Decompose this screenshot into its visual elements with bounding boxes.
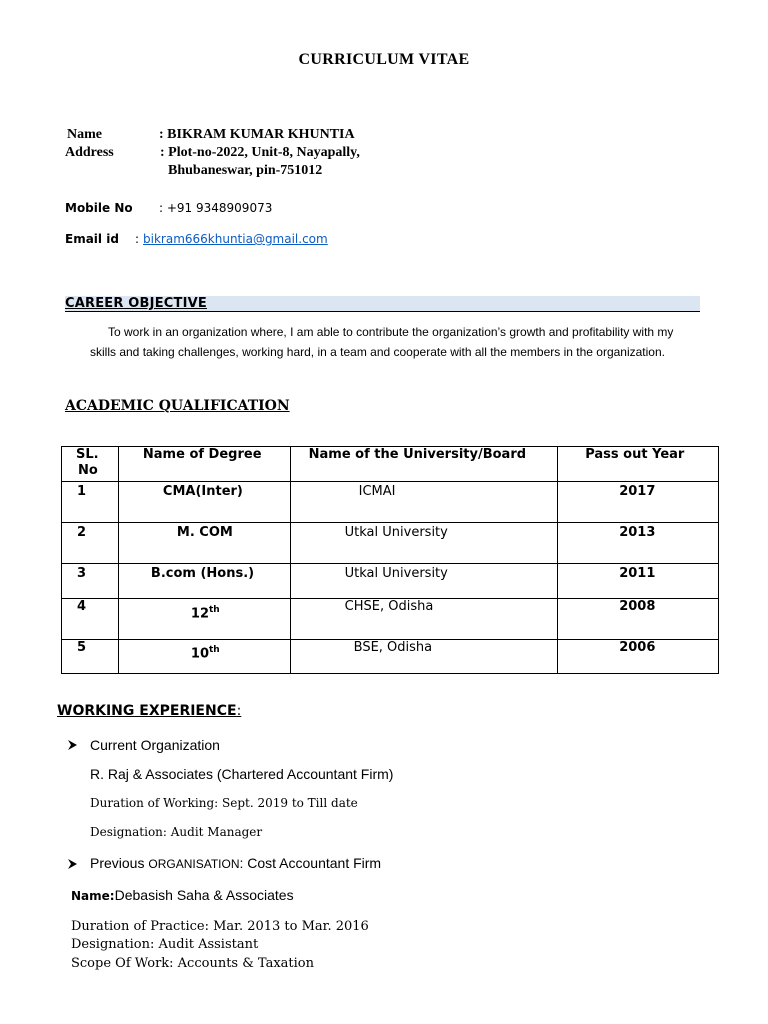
university-header-label: Name of the University/Board — [308, 447, 527, 462]
table-row — [62, 564, 719, 599]
arrowhead-bullet-icon — [67, 738, 78, 756]
address-line-2: Bhubaneswar, pin-751012 — [168, 163, 323, 178]
previous-firm-line — [71, 887, 294, 905]
mobile-value: : +91 9348909073 — [159, 201, 273, 215]
degree-number: 12 — [190, 606, 209, 622]
table-row — [62, 599, 719, 640]
row-degree: CMA(Inter) — [162, 484, 243, 499]
row-board: Utkal University — [344, 525, 448, 540]
row-year: 2006 — [619, 640, 656, 655]
table-row — [62, 482, 719, 523]
row-degree: M. COM — [176, 525, 233, 540]
career-objective-line-2: skills and taking challenges, working hard, in a team and cooperate with all the members in the organization. — [90, 345, 665, 359]
career-objective-rule — [65, 311, 700, 312]
previous-firm-name: Debasish Saha & Associates — [114, 887, 294, 903]
name-value: : BIKRAM KUMAR KHUNTIA — [159, 127, 355, 142]
degree-superscript: th — [209, 645, 220, 655]
row-board: CHSE, Odisha — [344, 599, 434, 614]
table-header-row — [62, 447, 719, 482]
row-sl: 3 — [77, 566, 87, 581]
row-sl: 2 — [77, 525, 87, 540]
previous-label: Previous — [90, 855, 145, 871]
address-line-1: : Plot-no-2022, Unit-8, Nayapally, — [160, 145, 360, 160]
sl-no-header — [62, 447, 119, 482]
career-objective-line-1: To work in an organization where, I am able to contribute the organization’s growth and profitability with my — [108, 325, 674, 339]
working-experience-colon: : — [236, 703, 242, 719]
row-year: 2008 — [619, 599, 656, 614]
row-degree — [191, 645, 220, 661]
row-degree: B.com (Hons.) — [150, 566, 255, 581]
document-title: CURRICULUM VITAE — [298, 51, 470, 68]
table-row — [62, 640, 719, 674]
previous-designation: Designation: Audit Assistant — [71, 937, 259, 952]
row-sl: 4 — [77, 599, 87, 614]
qualification-table — [61, 446, 719, 674]
year-header — [558, 447, 719, 482]
previous-organization-line — [90, 855, 381, 871]
address-label: Address — [65, 145, 114, 160]
email-label: Email id — [65, 232, 119, 246]
row-degree — [191, 605, 220, 621]
current-designation: Designation: Audit Manager — [90, 825, 263, 839]
organisation-value: : Cost Accountant Firm — [239, 855, 382, 871]
degree-superscript: th — [209, 605, 220, 615]
row-year: 2013 — [619, 525, 656, 540]
email-separator: : — [135, 232, 140, 246]
row-board: BSE, Odisha — [353, 640, 433, 655]
row-sl: 1 — [77, 484, 87, 499]
current-firm: R. Raj & Associates (Chartered Accountant Firm) — [90, 766, 394, 782]
sl-header-line-1: SL. — [76, 447, 99, 462]
row-board: Utkal University — [344, 566, 448, 581]
academic-heading: ACADEMIC QUALIFICATION — [65, 398, 290, 414]
current-duration: Duration of Working: Sept. 2019 to Till date — [90, 796, 358, 810]
row-year: 2017 — [619, 484, 656, 499]
row-board: ICMAI — [358, 484, 396, 499]
career-objective-heading: CAREER OBJECTIVE — [65, 296, 207, 311]
organisation-label: ORGANISATION — [148, 857, 240, 871]
row-year: 2011 — [619, 566, 656, 581]
working-experience-title: WORKING EXPERIENCE — [57, 703, 237, 719]
name-label: Name — [67, 127, 102, 142]
previous-duration: Duration of Practice: Mar. 2013 to Mar. 2016 — [71, 919, 369, 934]
current-organization-label: Current Organization — [90, 737, 220, 753]
email-link[interactable]: bikram666khuntia@gmail.com — [143, 232, 328, 246]
previous-scope: Scope Of Work: Accounts & Taxation — [71, 956, 315, 971]
previous-firm-name-label: Name: — [71, 889, 115, 903]
degree-number: 10 — [190, 646, 209, 662]
table-row — [62, 523, 719, 564]
sl-header-line-2: No — [78, 463, 98, 478]
degree-header — [118, 447, 290, 482]
arrowhead-bullet-icon — [67, 857, 78, 875]
university-header — [290, 447, 558, 482]
row-sl: 5 — [77, 640, 87, 655]
degree-header-label: Name of Degree — [142, 447, 262, 462]
mobile-label: Mobile No — [65, 201, 133, 215]
year-header-label: Pass out Year — [585, 447, 685, 462]
working-experience-heading — [57, 703, 241, 719]
